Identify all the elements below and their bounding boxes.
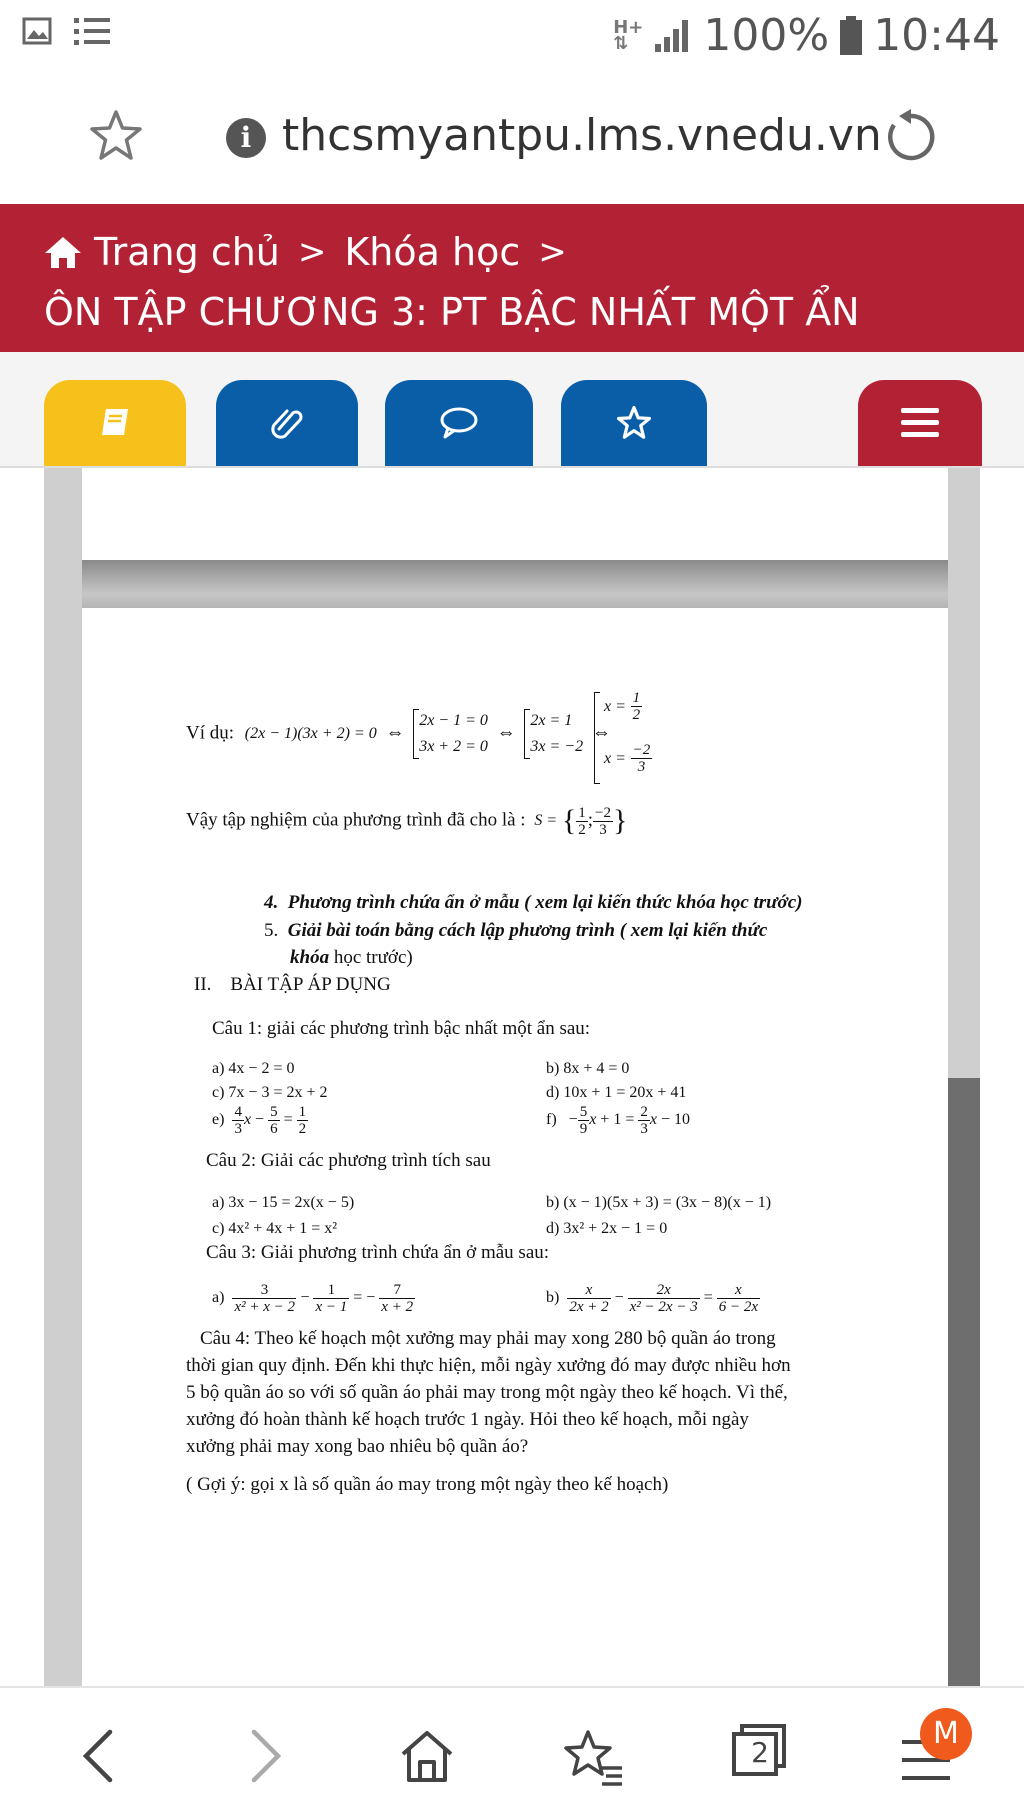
bottom-navigation — [0, 1686, 1024, 1820]
list-item-5: 5. Giải bài toán bằng cách lập phương trình ( xem lại kiến thức — [264, 920, 768, 941]
question-3: Câu 3: Giải phương trình chứa ẩn ở mẫu sau: — [206, 1242, 550, 1263]
question-1: Câu 1: giải các phương trình bậc nhất một ẩn sau: — [212, 1018, 591, 1039]
home-icon — [44, 235, 82, 269]
tab-content[interactable] — [44, 380, 186, 466]
battery-percent: 100% — [703, 10, 830, 61]
network-type: H+ ⇅ — [613, 16, 644, 54]
comment-icon — [439, 406, 479, 440]
signal-icon — [653, 18, 693, 54]
viewer-frame — [44, 468, 82, 1686]
page-title: ÔN TẬP CHƯƠNG 3: PT BẬC NHẤT MỘT ẨN — [44, 290, 860, 334]
q1-c: c) 7x − 3 = 2x + 2 — [212, 1084, 328, 1101]
page-separator — [82, 560, 948, 608]
q2-b: b) (x − 1)(5x + 3) = (3x − 8)(x − 1) — [546, 1194, 772, 1211]
scrollbar-thumb[interactable] — [948, 1078, 980, 1686]
list-icon — [74, 16, 110, 46]
document-viewer[interactable] — [0, 468, 1024, 1686]
forward-icon[interactable] — [246, 1728, 286, 1784]
back-icon[interactable] — [78, 1728, 118, 1784]
question-2: Câu 2: Giải các phương trình tích sau — [206, 1150, 491, 1171]
q1-a: a) 4x − 2 = 0 — [212, 1060, 295, 1077]
home-icon[interactable] — [398, 1728, 456, 1786]
url-text[interactable]: thcsmyantpu.lms.vnedu.vn — [282, 110, 882, 161]
bookmarks-icon[interactable] — [562, 1728, 624, 1786]
q1-b: b) 8x + 4 = 0 — [546, 1060, 630, 1077]
q1-e: e) $\frac{4}{3}$ x − $\frac{5}{6}$ = $\frac{1}{2}$ — [212, 1104, 307, 1137]
tab-favorites[interactable] — [561, 380, 707, 466]
info-icon[interactable]: i — [226, 118, 266, 158]
q1-f: f) − $\frac{5}{9}$ x + 1 = $\frac{2}{3}$ x − 10 — [546, 1104, 690, 1137]
q1-d: d) 10x + 1 = 20x + 41 — [546, 1084, 687, 1101]
list-item-5-cont: khóa học trước) — [290, 947, 413, 968]
q3-b: b) $\frac{x}{2x + 2}$ − $\frac{2x}{\text{x² − 2x − 3}}$ = $\frac{x}{6 - 2x}$ — [546, 1282, 759, 1315]
q2-c: c) 4x² + 4x + 1 = x² — [212, 1220, 338, 1237]
reload-icon[interactable] — [882, 108, 940, 166]
section-heading: II. BÀI TẬP ÁP DỤNG — [194, 974, 391, 995]
tab-attachments[interactable] — [216, 380, 358, 466]
question-4-line-1: Câu 4: Theo kế hoạch một xưởng may phải may xong 280 bộ quần áo trong — [200, 1328, 776, 1349]
status-bar — [0, 0, 1024, 72]
breadcrumb-home[interactable]: Trang chủ — [94, 230, 280, 274]
q2-a: a) 3x − 15 = 2x(x − 5) — [212, 1194, 355, 1211]
question-4-line-5: xưởng phải may xong bao nhiêu bộ quần áo? — [186, 1436, 529, 1457]
paperclip-icon — [269, 405, 305, 441]
address-bar — [0, 72, 1024, 204]
account-badge[interactable]: M — [920, 1708, 972, 1760]
tab-comments[interactable] — [385, 380, 533, 466]
breadcrumb-separator: > — [297, 232, 327, 272]
question-4-line-3: 5 bộ quần áo so với số quần áo phải may trong một ngày theo kế hoạch. Vì thế, — [186, 1382, 788, 1403]
question-4-line-2: thời gian quy định. Đến khi thực hiện, mỗi ngày xưởng đó may được nhiều hơn — [186, 1355, 791, 1376]
tab-menu[interactable] — [858, 380, 982, 466]
solution-line: Vậy tập nghiệm của phương trình đã cho là : S = { $\frac{1}{2}$ ; $\frac{-2}{3}$ } — [186, 804, 628, 838]
q3-a: a) $\frac{3}{\text{x² + x − 2}}$ − $\frac{1}{x - 1}$ = − $\frac{7}{x + 2}$ — [212, 1282, 414, 1315]
clock: 10:44 — [873, 10, 1000, 61]
breadcrumb-courses[interactable]: Khóa học — [344, 230, 521, 274]
star-icon[interactable] — [88, 108, 144, 164]
list-item-4: 4. Phương trình chứa ẩn ở mẫu ( xem lại kiến thức khóa học trước) — [264, 892, 803, 913]
tabs-icon[interactable] — [730, 1722, 788, 1782]
menu-icon — [901, 407, 939, 439]
course-tabs — [0, 352, 1024, 468]
star-icon — [616, 405, 652, 441]
breadcrumb — [0, 204, 1024, 352]
hint: ( Gợi ý: gọi x là số quần áo may trong một ngày theo kế hoạch) — [186, 1474, 669, 1495]
q2-d: d) 3x² + 2x − 1 = 0 — [546, 1220, 668, 1237]
book-icon — [98, 406, 132, 440]
breadcrumb-separator: > — [538, 232, 567, 272]
example-line: Ví dụ: (2x − 1)(3x + 2) = 0 ⇔ 2x − 1 = 0 3x + 2 = 0 ⇔ 2x = 1 3x = −2 ⇔ — [186, 708, 615, 760]
tabs-count: 2 — [751, 1736, 769, 1769]
image-icon — [22, 17, 52, 45]
question-4-line-4: xưởng đó hoàn thành kế hoạch trước 1 ngày. Hỏi theo kế hoạch, mỗi ngày — [186, 1409, 749, 1430]
document-page: Ví dụ: (2x − 1)(3x + 2) = 0 ⇔ 2x − 1 = 0 3x + 2 = 0 ⇔ 2x = 1 3x = −2 ⇔ x = $\frac{1}{2}$ x = $\frac{-2}{3}$ Vậy tập nghiệm của phương trình đã cho là : S = { $\frac{1}{2}$ ; $\frac{-2}{3}$ } 4. Phương trình chứa ẩn ở mẫu ( xem lại kiến thức khóa học trước) 5. Giải bài toán bằng cách lập phương trình ( xem lại kiến thức khóa học trước) II. BÀI TẬP ÁP DỤNG Câu 1: giải các phương trình bậc nhất một ẩn sau: a) 4x − 2 = 0 b) 8x + 4 = 0 c) 7x − 3 = 2x + 2 d) 10x + 1 = 20x + 41 e) $\frac{4}{3}$ x − $\frac{5}{6}$ = $\frac{1}{2}$ f) − $\frac{5}{9}$ x + 1 = $\frac{2}{3}$ x − 10 Câu 2: Giải các phương trình tích sau a) 3x − 15 = 2x(x − 5) b) (x − 1)(5x + 3) = (3x − 8)(x − 1) c) 4x² + 4x + 1 = x² d) 3x² + 2x − 1 = 0 Câu 3: Giải phương trình chứa ẩn ở mẫu sau: a) $\frac{3}{\text{x² + x − 2}}$ − $\frac{1}{x - 1}$ = − $\frac{7}{x + 2}$ b) $\frac{x}{2x + 2}$ − $\frac{2x}{\text{x² − 2x − 3}}$ = $\frac{x}{6 - 2x}$ Câu 4: Theo kế hoạch một xưởng may phải may xong 280 bộ quần áo trong thời gian quy định. Đến khi thực hiện, mỗi ngày xưởng đó may được nhiều hơn 5 bộ quần áo so với số quần áo phải may trong một ngày theo kế hoạch. Vì thế, xưởng đó hoàn thành kế hoạch trước 1 ngày. Hỏi theo kế hoạch, mỗi ngày xưởng phải may xong bao nhiêu bộ quần áo? ( Gợi ý: gọi x là số quần áo may trong một ngày theo kế hoạch) — [82, 608, 948, 1686]
battery-icon — [839, 16, 863, 56]
